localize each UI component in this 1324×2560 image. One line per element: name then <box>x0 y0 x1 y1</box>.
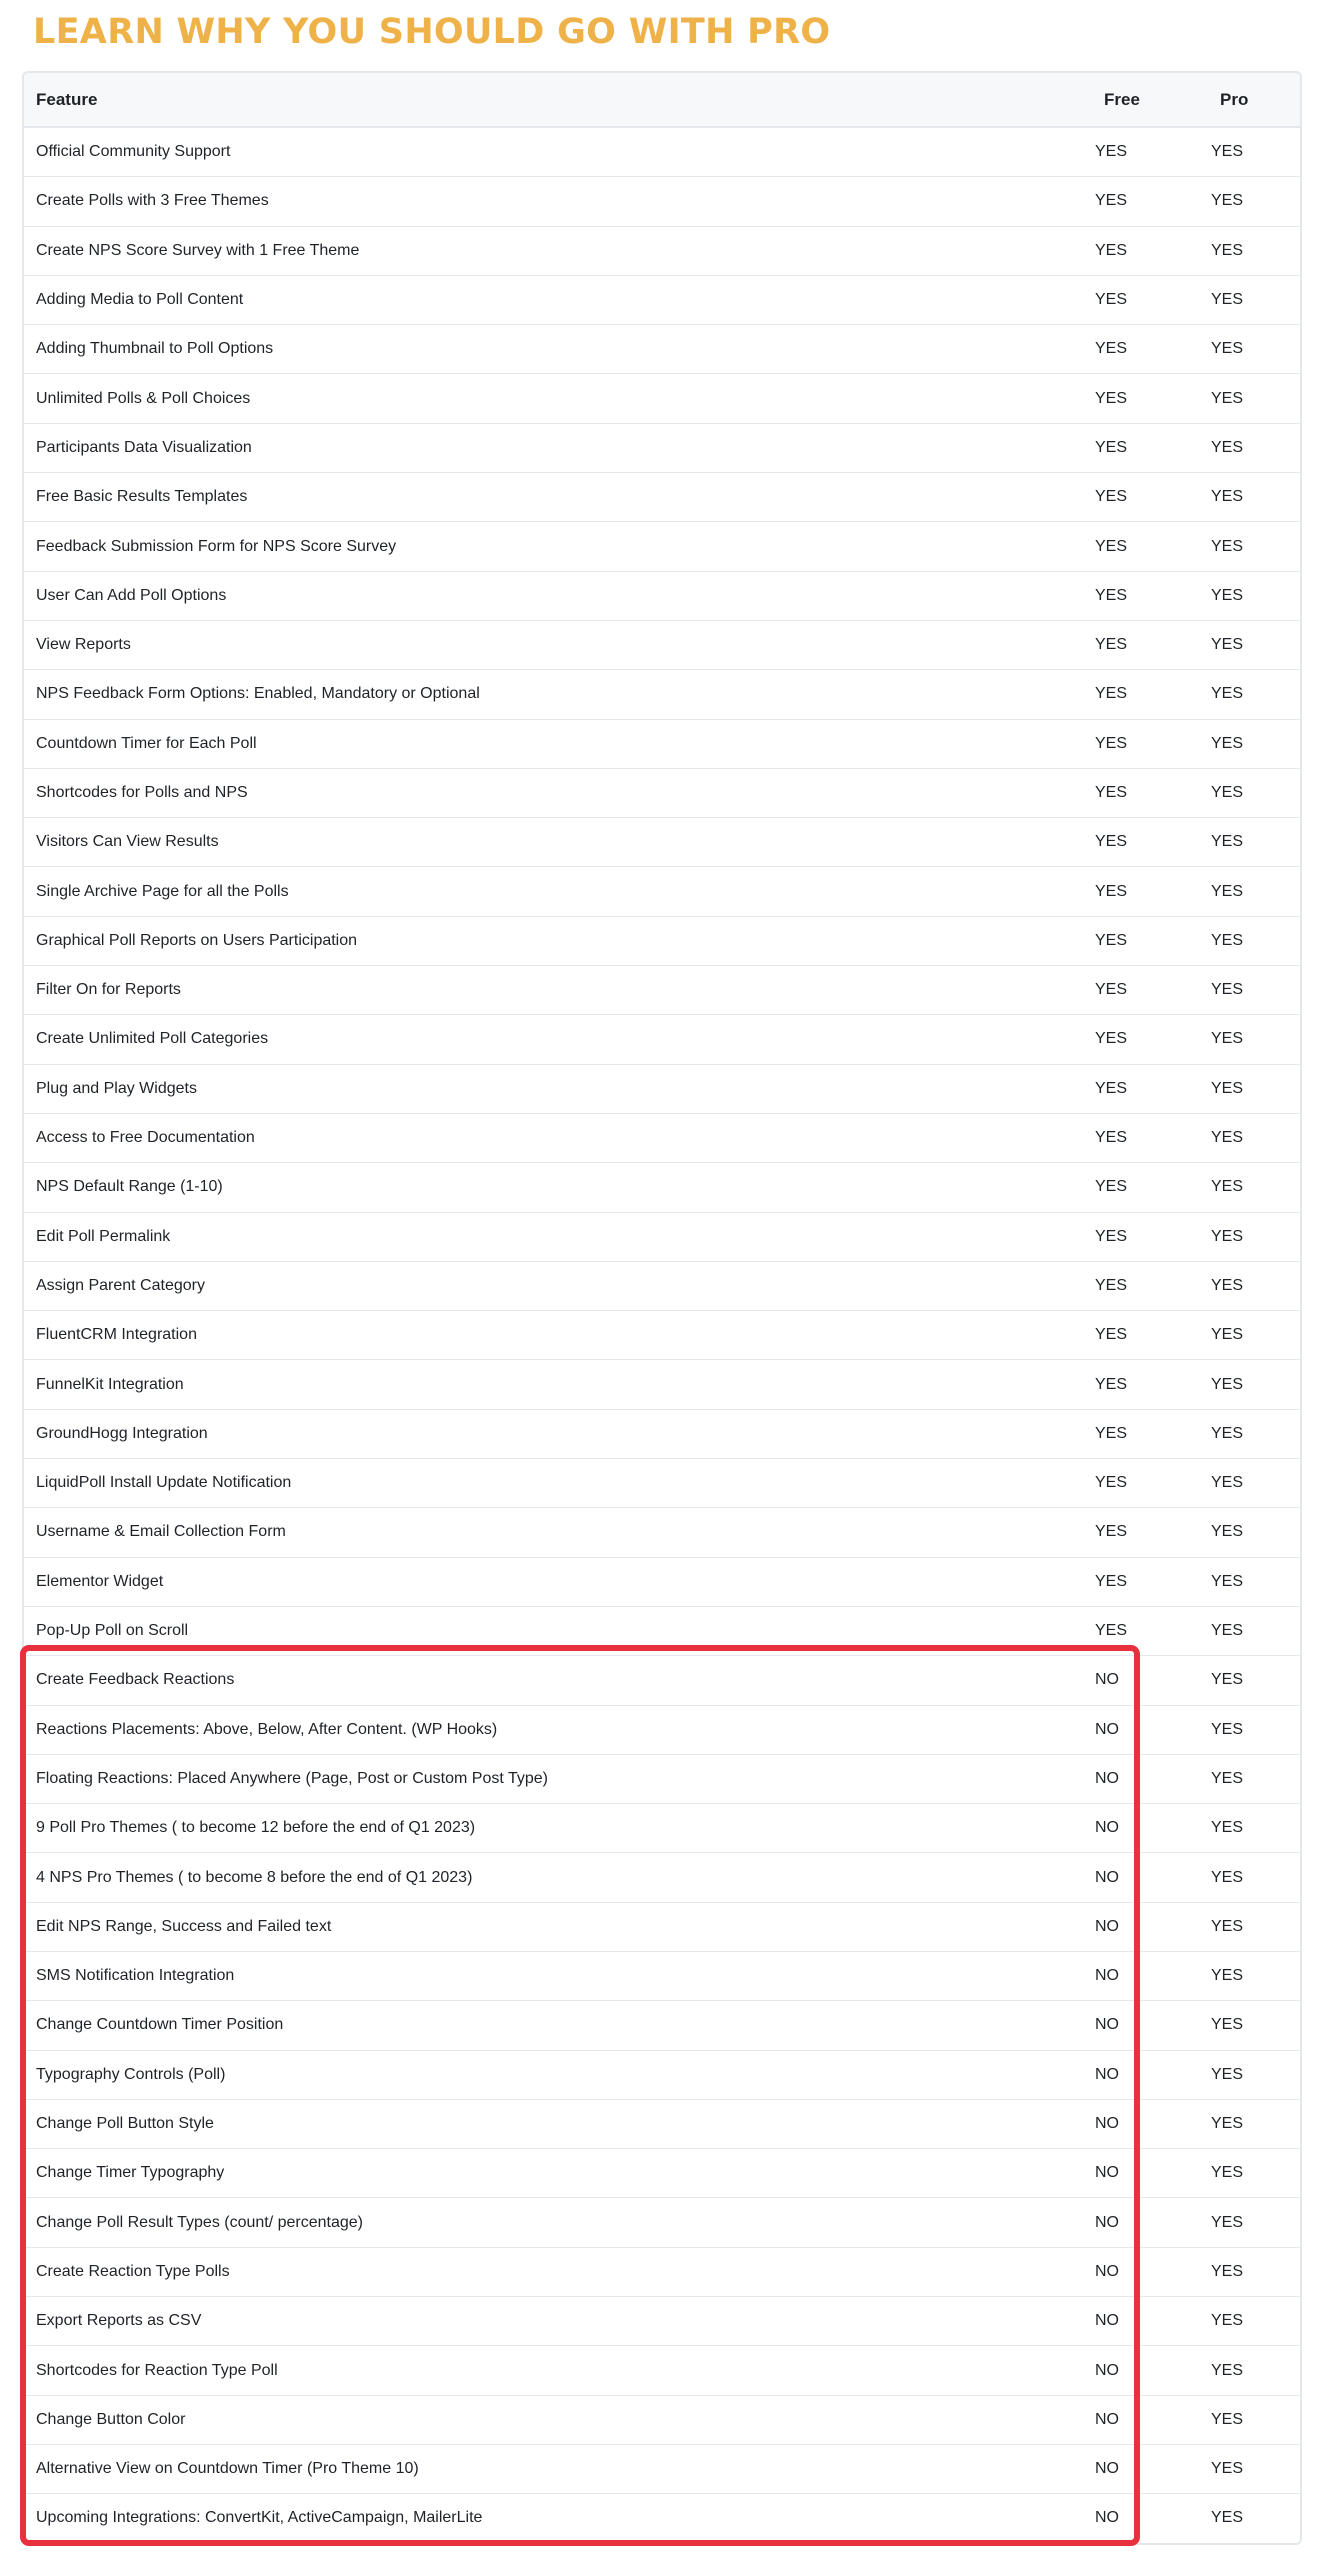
table-row <box>24 2198 1300 2247</box>
feature-cell: Adding Thumbnail to Poll Options <box>24 325 1092 374</box>
feature-cell: Alternative View on Countdown Timer (Pro Theme 10) <box>24 2444 1092 2493</box>
table-row <box>24 374 1300 423</box>
free-value-cell: YES <box>1092 966 1208 1015</box>
feature-cell: Create Polls with 3 Free Themes <box>24 177 1092 226</box>
pro-value-cell: YES <box>1208 374 1300 423</box>
pro-value-cell: YES <box>1208 719 1300 768</box>
pro-value-cell: YES <box>1208 275 1300 324</box>
pro-value-cell: YES <box>1208 1311 1300 1360</box>
table-row <box>24 275 1300 324</box>
pro-value-cell: YES <box>1208 1113 1300 1162</box>
table-row <box>24 1754 1300 1803</box>
header-feature: Feature <box>24 73 1092 127</box>
table-row <box>24 719 1300 768</box>
free-value-cell: NO <box>1092 2099 1208 2148</box>
feature-cell: Edit NPS Range, Success and Failed text <box>24 1902 1092 1951</box>
table-row <box>24 1656 1300 1705</box>
table-row <box>24 1557 1300 1606</box>
table-row <box>24 2346 1300 2395</box>
free-value-cell: NO <box>1092 1951 1208 2000</box>
free-value-cell: NO <box>1092 2247 1208 2296</box>
free-value-cell: YES <box>1092 867 1208 916</box>
table-row <box>24 1064 1300 1113</box>
free-value-cell: YES <box>1092 423 1208 472</box>
pro-value-cell: YES <box>1208 2395 1300 2444</box>
table-row <box>24 670 1300 719</box>
pro-value-cell: YES <box>1208 818 1300 867</box>
pro-value-cell: YES <box>1208 1557 1300 1606</box>
table-row <box>24 1705 1300 1754</box>
pro-value-cell: YES <box>1208 1754 1300 1803</box>
feature-cell: FluentCRM Integration <box>24 1311 1092 1360</box>
free-value-cell: YES <box>1092 818 1208 867</box>
pro-value-cell: YES <box>1208 1064 1300 1113</box>
pro-value-cell: YES <box>1208 620 1300 669</box>
feature-cell: GroundHogg Integration <box>24 1409 1092 1458</box>
table-row <box>24 2395 1300 2444</box>
table-row <box>24 620 1300 669</box>
free-value-cell: YES <box>1092 127 1208 177</box>
pro-value-cell: YES <box>1208 916 1300 965</box>
pro-value-cell: YES <box>1208 2099 1300 2148</box>
feature-cell: Upcoming Integrations: ConvertKit, ActiveCampaign, MailerLite <box>36 2509 483 2527</box>
feature-cell: Export Reports as CSV <box>24 2297 1092 2346</box>
free-value-cell: YES <box>1092 1459 1208 1508</box>
pro-value-cell: YES <box>1208 1360 1300 1409</box>
pro-value-cell: YES <box>1208 522 1300 571</box>
feature-cell: Create Unlimited Poll Categories <box>24 1015 1092 1064</box>
table-row <box>24 1360 1300 1409</box>
table-row <box>24 1311 1300 1360</box>
table-row <box>24 325 1300 374</box>
free-value-cell: NO <box>1092 2395 1208 2444</box>
free-value-cell: YES <box>1092 1015 1208 1064</box>
feature-cell: Change Countdown Timer Position <box>24 2001 1092 2050</box>
feature-cell: FunnelKit Integration <box>24 1360 1092 1409</box>
table-row <box>24 1409 1300 1458</box>
feature-cell: Adding Media to Poll Content <box>24 275 1092 324</box>
table-row <box>24 522 1300 571</box>
table-row <box>24 1015 1300 1064</box>
free-value-cell: YES <box>1092 1261 1208 1310</box>
table-row <box>24 916 1300 965</box>
free-value-cell: NO <box>1092 1656 1208 1705</box>
feature-cell: Pop-Up Poll on Scroll <box>24 1606 1092 1655</box>
table-row <box>24 423 1300 472</box>
feature-cell: 4 NPS Pro Themes ( to become 8 before the end of Q1 2023) <box>24 1853 1092 1902</box>
feature-cell: View Reports <box>24 620 1092 669</box>
table-row <box>24 2149 1300 2198</box>
feature-cell: Create Reaction Type Polls <box>24 2247 1092 2296</box>
pro-value-cell: YES <box>1211 2509 1244 2527</box>
pro-value-cell: YES <box>1208 1902 1300 1951</box>
free-value-cell: YES <box>1092 670 1208 719</box>
table-row <box>24 127 1300 177</box>
free-value-cell: YES <box>1092 522 1208 571</box>
free-value-cell: YES <box>1092 325 1208 374</box>
feature-cell: Assign Parent Category <box>24 1261 1092 1310</box>
header-free: Free <box>1092 73 1208 127</box>
pro-value-cell: YES <box>1208 1853 1300 1902</box>
pro-value-cell: YES <box>1208 1804 1300 1853</box>
feature-cell: Access to Free Documentation <box>24 1113 1092 1162</box>
table-row <box>24 1804 1300 1853</box>
free-value-cell: YES <box>1092 1064 1208 1113</box>
pro-value-cell: YES <box>1208 1212 1300 1261</box>
free-value-cell: NO <box>1092 1853 1208 1902</box>
free-value-cell: YES <box>1092 1409 1208 1458</box>
feature-cell: Edit Poll Permalink <box>24 1212 1092 1261</box>
table-row <box>24 2444 1300 2493</box>
feature-cell: Reactions Placements: Above, Below, After Content. (WP Hooks) <box>24 1705 1092 1754</box>
feature-cell: Free Basic Results Templates <box>24 473 1092 522</box>
table-row <box>24 2001 1300 2050</box>
table-body <box>24 127 1300 2543</box>
feature-cell: Change Button Color <box>24 2395 1092 2444</box>
header-pro: Pro <box>1208 73 1300 127</box>
free-value-cell: YES <box>1092 1557 1208 1606</box>
feature-cell: Graphical Poll Reports on Users Participation <box>24 916 1092 965</box>
free-value-cell: NO <box>1092 2346 1208 2395</box>
free-value-cell: YES <box>1092 226 1208 275</box>
table-row <box>24 2099 1300 2148</box>
pro-value-cell: YES <box>1208 1951 1300 2000</box>
table-row <box>24 1113 1300 1162</box>
feature-cell: Plug and Play Widgets <box>24 1064 1092 1113</box>
table-row <box>24 1261 1300 1310</box>
feature-cell: Typography Controls (Poll) <box>24 2050 1092 2099</box>
pro-value-cell: YES <box>1208 1409 1300 1458</box>
pro-value-cell: YES <box>1208 177 1300 226</box>
free-value-cell: YES <box>1092 1360 1208 1409</box>
pro-value-cell: YES <box>1208 1508 1300 1557</box>
feature-cell: Shortcodes for Polls and NPS <box>24 768 1092 817</box>
free-value-cell: YES <box>1092 1311 1208 1360</box>
table-row <box>24 867 1300 916</box>
pro-value-cell: YES <box>1208 966 1300 1015</box>
feature-cell: Change Poll Button Style <box>24 2099 1092 2148</box>
table-row <box>24 818 1300 867</box>
pro-value-cell: YES <box>1208 1705 1300 1754</box>
pro-value-cell: YES <box>1208 1163 1300 1212</box>
feature-cell: Username & Email Collection Form <box>24 1508 1092 1557</box>
pro-value-cell: YES <box>1208 2149 1300 2198</box>
feature-cell: User Can Add Poll Options <box>24 571 1092 620</box>
free-value-cell: YES <box>1092 571 1208 620</box>
pro-value-cell: YES <box>1208 1261 1300 1310</box>
pro-value-cell: YES <box>1208 2198 1300 2247</box>
table-row <box>24 2050 1300 2099</box>
pro-value-cell: YES <box>1208 423 1300 472</box>
feature-cell: Shortcodes for Reaction Type Poll <box>24 2346 1092 2395</box>
free-value-cell: NO <box>1092 2444 1208 2493</box>
table-row <box>24 571 1300 620</box>
feature-cell: Change Timer Typography <box>24 2149 1092 2198</box>
free-value-cell: YES <box>1092 177 1208 226</box>
feature-cell: SMS Notification Integration <box>24 1951 1092 2000</box>
comparison-table-container <box>22 71 1302 2545</box>
feature-cell: 9 Poll Pro Themes ( to become 12 before the end of Q1 2023) <box>24 1804 1092 1853</box>
feature-cell: NPS Feedback Form Options: Enabled, Mandatory or Optional <box>24 670 1092 719</box>
pro-value-cell: YES <box>1208 1459 1300 1508</box>
feature-cell: Floating Reactions: Placed Anywhere (Page, Post or Custom Post Type) <box>24 1754 1092 1803</box>
free-value-cell: NO <box>1092 2001 1208 2050</box>
table-header-row <box>24 73 1300 127</box>
free-value-cell: NO <box>1092 1754 1208 1803</box>
table-row <box>24 226 1300 275</box>
pro-value-cell: YES <box>1208 1606 1300 1655</box>
pro-value-cell: YES <box>1208 2247 1300 2296</box>
free-value-cell: YES <box>1092 1508 1208 1557</box>
table-row <box>24 2247 1300 2296</box>
pro-value-cell: YES <box>1208 2001 1300 2050</box>
table-row <box>24 966 1300 1015</box>
feature-cell: Feedback Submission Form for NPS Score Survey <box>24 522 1092 571</box>
pro-value-cell: YES <box>1208 226 1300 275</box>
pro-value-cell: YES <box>1208 127 1300 177</box>
free-value-cell: NO <box>1092 2149 1208 2198</box>
free-value-cell: YES <box>1092 374 1208 423</box>
pro-value-cell: YES <box>1208 2346 1300 2395</box>
page-title: LEARN WHY YOU SHOULD GO WITH PRO <box>33 12 831 52</box>
table-row <box>24 1212 1300 1261</box>
table-row <box>24 2297 1300 2346</box>
free-value-cell: YES <box>1092 473 1208 522</box>
feature-cell: Visitors Can View Results <box>24 818 1092 867</box>
pro-value-cell: YES <box>1208 768 1300 817</box>
table-row <box>24 1459 1300 1508</box>
table-row <box>24 1606 1300 1655</box>
free-value-cell: YES <box>1092 1113 1208 1162</box>
feature-cell: Single Archive Page for all the Polls <box>24 867 1092 916</box>
feature-cell: Create NPS Score Survey with 1 Free Theme <box>24 226 1092 275</box>
feature-cell: NPS Default Range (1-10) <box>24 1163 1092 1212</box>
pro-value-cell: YES <box>1208 1656 1300 1705</box>
feature-cell: Unlimited Polls & Poll Choices <box>24 374 1092 423</box>
pro-value-cell: YES <box>1208 670 1300 719</box>
feature-cell: Elementor Widget <box>24 1557 1092 1606</box>
feature-cell: Create Feedback Reactions <box>24 1656 1092 1705</box>
table-row <box>24 473 1300 522</box>
pro-value-cell: YES <box>1208 1015 1300 1064</box>
table-row <box>24 1508 1300 1557</box>
table-row <box>24 1163 1300 1212</box>
feature-cell: Filter On for Reports <box>24 966 1092 1015</box>
free-value-cell: YES <box>1092 719 1208 768</box>
pro-value-cell: YES <box>1208 2444 1300 2493</box>
pro-value-cell: YES <box>1208 867 1300 916</box>
feature-comparison-table <box>24 73 1300 2543</box>
feature-cell: Participants Data Visualization <box>24 423 1092 472</box>
free-value-cell: NO <box>1092 1902 1208 1951</box>
feature-cell: Countdown Timer for Each Poll <box>24 719 1092 768</box>
table-row <box>24 1853 1300 1902</box>
pro-value-cell: YES <box>1208 571 1300 620</box>
free-value-cell: NO <box>1092 2050 1208 2099</box>
feature-cell: Change Poll Result Types (count/ percentage) <box>24 2198 1092 2247</box>
feature-cell: LiquidPoll Install Update Notification <box>24 1459 1092 1508</box>
free-value-cell: YES <box>1092 1212 1208 1261</box>
table-row <box>24 1902 1300 1951</box>
table-row <box>24 1951 1300 2000</box>
free-value-cell: NO <box>1095 2509 1119 2527</box>
free-value-cell: NO <box>1092 1804 1208 1853</box>
pro-value-cell: YES <box>1208 325 1300 374</box>
free-value-cell: YES <box>1092 620 1208 669</box>
free-value-cell: NO <box>1092 2198 1208 2247</box>
feature-cell: Official Community Support <box>24 127 1092 177</box>
table-row <box>24 768 1300 817</box>
table-header <box>24 73 1300 127</box>
pro-value-cell: YES <box>1208 2297 1300 2346</box>
pro-value-cell: YES <box>1208 473 1300 522</box>
free-value-cell: NO <box>1092 1705 1208 1754</box>
free-value-cell: YES <box>1092 916 1208 965</box>
free-value-cell: YES <box>1092 1163 1208 1212</box>
free-value-cell: YES <box>1092 1606 1208 1655</box>
pro-value-cell: YES <box>1208 2050 1300 2099</box>
table-row <box>24 177 1300 226</box>
table-row <box>24 2494 1300 2543</box>
free-value-cell: NO <box>1092 2297 1208 2346</box>
free-value-cell: YES <box>1092 275 1208 324</box>
free-value-cell: YES <box>1092 768 1208 817</box>
